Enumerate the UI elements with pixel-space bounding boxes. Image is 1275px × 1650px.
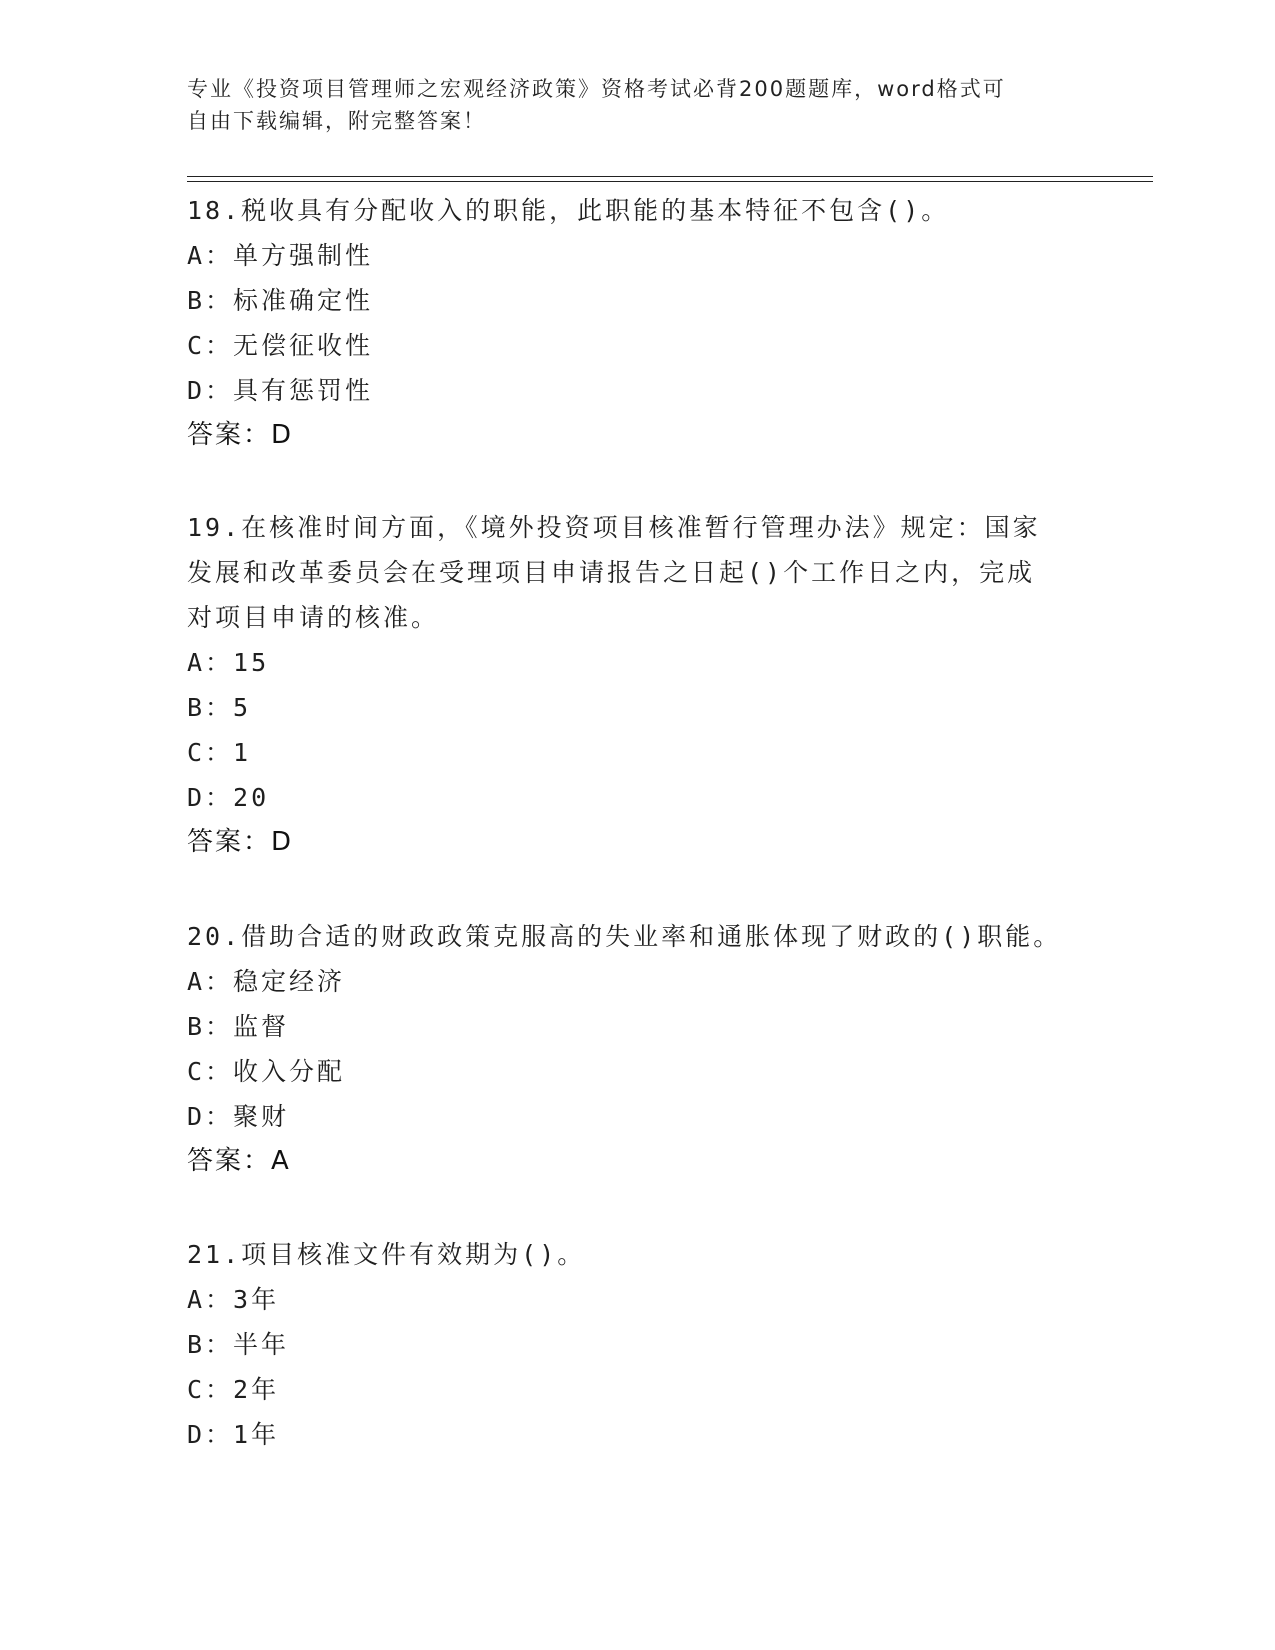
header-line-2: 自由下载编辑，附完整答案！: [187, 109, 486, 133]
question-stem-line-3: 对项目申请的核准。: [187, 603, 440, 632]
answer: 答案：D: [187, 827, 294, 857]
header-divider-top: [187, 176, 1153, 177]
option-c: C：收入分配: [187, 1057, 346, 1086]
option-c: C：2年: [187, 1375, 280, 1404]
header-line-1: 专业《投资项目管理师之宏观经济政策》资格考试必背200题题库，word格式可: [187, 77, 1006, 101]
question-stem-line-1: 19.在核准时间方面，《境外投资项目核准暂行管理办法》规定：国家: [187, 513, 1041, 542]
option-a: A：15: [187, 648, 270, 677]
option-a: A：单方强制性: [187, 241, 374, 270]
option-b: B：5: [187, 693, 252, 722]
option-c: C：1: [187, 738, 252, 767]
option-b: B：监督: [187, 1012, 290, 1041]
option-b: B：半年: [187, 1330, 290, 1359]
question-18: [187, 188, 1087, 458]
document-header: [187, 73, 1087, 137]
option-d: D：具有惩罚性: [187, 376, 374, 405]
option-d: D：聚财: [187, 1102, 290, 1131]
question-19: [187, 505, 1087, 865]
question-stem: 21.项目核准文件有效期为()。: [187, 1240, 586, 1269]
option-d: D：1年: [187, 1420, 280, 1449]
option-d: D：20: [187, 783, 270, 812]
header-divider-bottom: [187, 181, 1153, 182]
question-stem: 18.税收具有分配收入的职能，此职能的基本特征不包含()。: [187, 196, 950, 225]
question-stem: 20.借助合适的财政政策克服高的失业率和通胀体现了财政的()职能。: [187, 922, 1062, 951]
option-a: A：稳定经济: [187, 967, 346, 996]
answer: 答案：A: [187, 1146, 291, 1176]
option-b: B：标准确定性: [187, 286, 374, 315]
question-stem-line-2: 发展和改革委员会在受理项目申请报告之日起()个工作日之内，完成: [187, 558, 1036, 587]
answer: 答案：D: [187, 420, 294, 450]
question-21: [187, 1232, 1087, 1457]
question-20: [187, 914, 1087, 1184]
option-a: A：3年: [187, 1285, 280, 1314]
option-c: C：无偿征收性: [187, 331, 374, 360]
